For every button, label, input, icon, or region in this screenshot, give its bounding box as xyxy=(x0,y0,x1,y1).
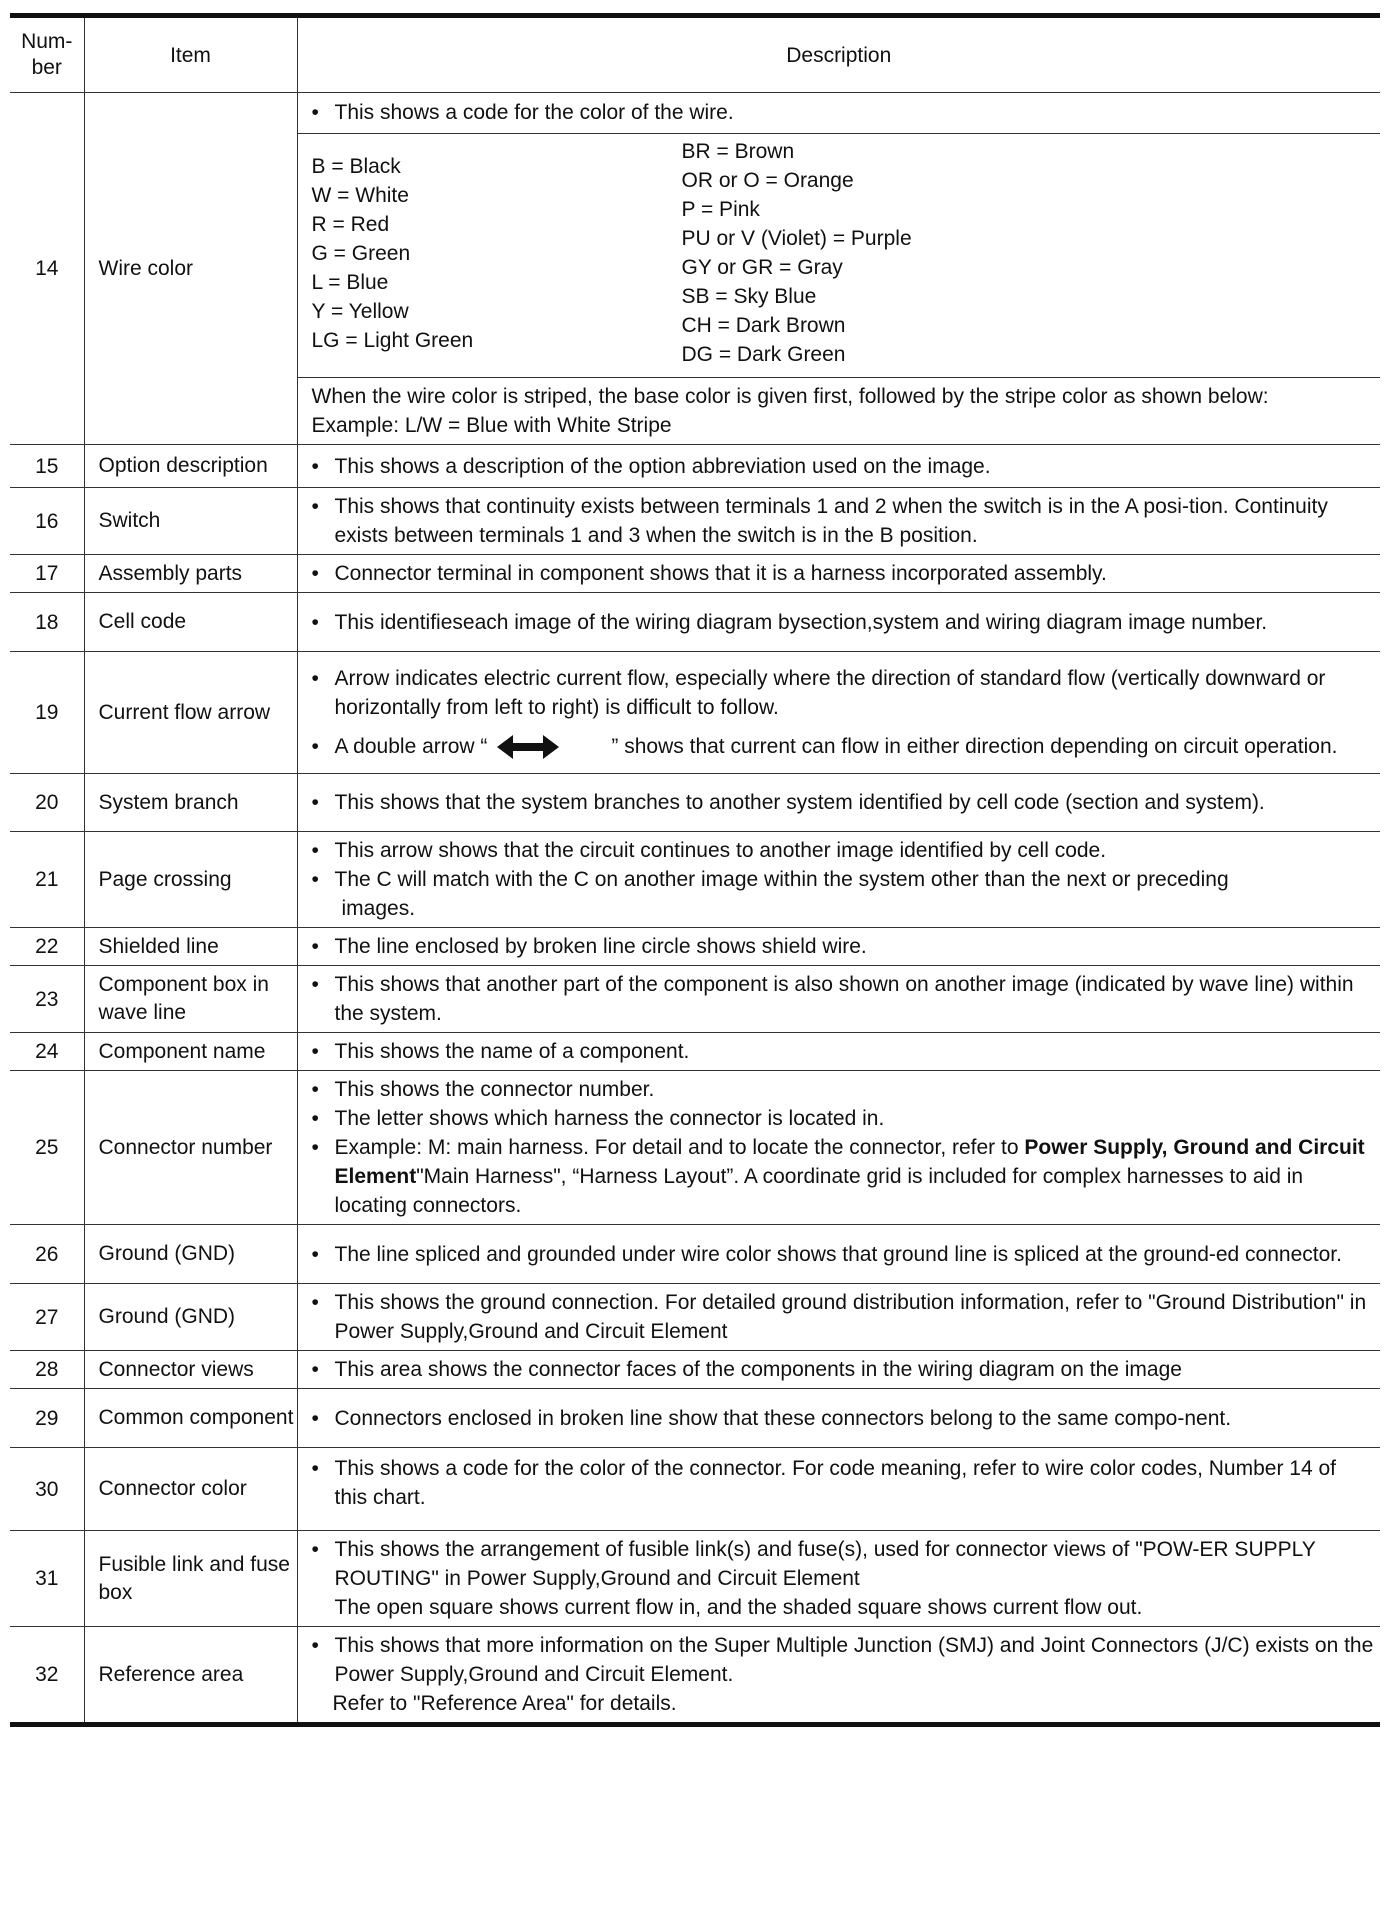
table-row xyxy=(10,1531,1380,1627)
striped-wire-example: Example: L/W = Blue with White Stripe xyxy=(311,414,672,437)
wiring-diagram-legend-page xyxy=(10,13,1380,1727)
color-code: CH = Dark Brown xyxy=(681,314,846,337)
row-number: 32 xyxy=(10,1627,84,1725)
double-arrow-icon xyxy=(497,734,559,760)
row-item: Ground (GND) xyxy=(84,1284,297,1351)
row-description: • Connector terminal in component shows that it is a harness incorporated assembly. xyxy=(297,555,1380,593)
row-description: • This shows that continuity exists between terminals 1 and 2 when the switch is in the A posi-tion. Continuity exists between terminals 1 and 3 when the switch is in the B position. xyxy=(297,488,1380,555)
table-row xyxy=(10,774,1380,832)
table-row xyxy=(10,1284,1380,1351)
table-row xyxy=(10,1448,1380,1531)
row-item: Component box in wave line xyxy=(84,966,297,1033)
table-row xyxy=(10,488,1380,555)
row-number: 16 xyxy=(10,488,84,555)
row-number: 31 xyxy=(10,1531,84,1627)
row-item: Wire color xyxy=(84,93,297,445)
row-description: • This shows the ground connection. For detailed ground distribution information, refer to "Ground Distribution" in Power Supply,Ground and Circuit Element xyxy=(297,1284,1380,1351)
row-item: Fusible link and fuse box xyxy=(84,1531,297,1627)
wire-color-description xyxy=(297,93,1380,445)
row-item: Reference area xyxy=(84,1627,297,1725)
table-row xyxy=(10,1351,1380,1389)
row-item: Shielded line xyxy=(84,928,297,966)
row-item: Page crossing xyxy=(84,832,297,928)
color-code: W = White xyxy=(311,184,409,207)
row-number: 30 xyxy=(10,1448,84,1531)
row-description: • This shows that the system branches to another system identified by cell code (section and system). xyxy=(297,774,1380,832)
legend-table xyxy=(10,13,1380,1727)
row-item: Component name xyxy=(84,1033,297,1071)
row-item: Switch xyxy=(84,488,297,555)
striped-wire-note: When the wire color is striped, the base color is given first, followed by the stripe color as shown below: Example: L/W = Blue with White Stripe xyxy=(298,378,1381,444)
row-description: • This shows that another part of the component is also shown on another image (indicated by wave line) within the system. xyxy=(297,966,1380,1033)
color-code: DG = Dark Green xyxy=(681,343,846,366)
table-row xyxy=(10,445,1380,488)
color-code: PU or V (Violet) = Purple xyxy=(681,227,912,250)
row-description: • This area shows the connector faces of the components in the wiring diagram on the image xyxy=(297,1351,1380,1389)
row-description: • This shows the arrangement of fusible link(s) and fuse(s), used for connector views of "POW-ER SUPPLY ROUTING" in Power Supply,Ground and Circuit Element The open square shows current flow in, and the shaded square shows current flow out. xyxy=(297,1531,1380,1627)
table-row xyxy=(10,966,1380,1033)
row-number: 25 xyxy=(10,1071,84,1225)
color-code: LG = Light Green xyxy=(311,329,474,352)
row-description: • This shows the connector number. • The letter shows which harness the connector is located in. • Example: M: main harness. For detail and to locate the connector, refer to Power Supply, Ground and Circuit Element"Main Harness", “Harness Layout”. A coordinate grid is included for complex harnesses to aid in locating connectors. xyxy=(297,1071,1380,1225)
row-number: 19 xyxy=(10,652,84,774)
color-code: B = Black xyxy=(311,155,401,178)
header-number: Num- ber xyxy=(10,16,84,93)
row-item: Option description xyxy=(84,445,297,488)
row-number: 23 xyxy=(10,966,84,1033)
row-item: Common component xyxy=(84,1389,297,1448)
row-number: 26 xyxy=(10,1225,84,1284)
table-row xyxy=(10,1627,1380,1725)
row-description: • This identifieseach image of the wiring diagram bysection,system and wiring diagram image number. xyxy=(297,593,1380,652)
row-item: Connector color xyxy=(84,1448,297,1531)
wire-color-intro: • This shows a code for the color of the wire. xyxy=(312,98,1375,127)
table-row xyxy=(10,1389,1380,1448)
row-item: Connector number xyxy=(84,1071,297,1225)
table-row xyxy=(10,928,1380,966)
wire-color-codes-left xyxy=(312,134,682,377)
row-item: Current flow arrow xyxy=(84,652,297,774)
wire-color-code-list xyxy=(298,134,1381,378)
row-number: 20 xyxy=(10,774,84,832)
row-number: 28 xyxy=(10,1351,84,1389)
row-number: 27 xyxy=(10,1284,84,1351)
color-code: OR or O = Orange xyxy=(681,169,854,192)
table-row xyxy=(10,1225,1380,1284)
row-item: System branch xyxy=(84,774,297,832)
row-description: • This shows that more information on the Super Multiple Junction (SMJ) and Joint Connectors (J/C) exists on the Power Supply,Ground and Circuit Element. Refer to "Reference Area" for details. xyxy=(297,1627,1380,1725)
row-description: • This shows a code for the color of the connector. For code meaning, refer to wire color codes, Number 14 of this chart. xyxy=(297,1448,1380,1531)
row-item: Ground (GND) xyxy=(84,1225,297,1284)
row-item: Connector views xyxy=(84,1351,297,1389)
row-number: 24 xyxy=(10,1033,84,1071)
row-number: 29 xyxy=(10,1389,84,1448)
row-number: 22 xyxy=(10,928,84,966)
color-code: Y = Yellow xyxy=(311,300,409,323)
row-item: Cell code xyxy=(84,593,297,652)
row-description: • Connectors enclosed in broken line show that these connectors belong to the same compo-nent. xyxy=(297,1389,1380,1448)
wire-color-codes-right xyxy=(682,134,912,377)
row-number: 17 xyxy=(10,555,84,593)
row-number: 14 xyxy=(10,93,84,445)
color-code: L = Blue xyxy=(311,271,389,294)
color-code: R = Red xyxy=(311,213,390,236)
row-description: • This shows a description of the option abbreviation used on the image. xyxy=(297,445,1380,488)
table-row xyxy=(10,1033,1380,1071)
table-row xyxy=(10,652,1380,774)
table-row xyxy=(10,555,1380,593)
color-code: GY or GR = Gray xyxy=(681,256,843,279)
row-description: • The line spliced and grounded under wire color shows that ground line is spliced at the ground-ed connector. xyxy=(297,1225,1380,1284)
header-item: Item xyxy=(84,16,297,93)
table-row xyxy=(10,1071,1380,1225)
header-description: Description xyxy=(297,16,1380,93)
color-code: G = Green xyxy=(311,242,411,265)
color-code: BR = Brown xyxy=(681,140,795,163)
table-row xyxy=(10,832,1380,928)
color-code: SB = Sky Blue xyxy=(681,285,817,308)
row-description: • This arrow shows that the circuit continues to another image identified by cell code. • The C will match with the C on another image within the system other than the next or preceding images. xyxy=(297,832,1380,928)
row-number: 15 xyxy=(10,445,84,488)
color-code: P = Pink xyxy=(681,198,760,221)
row-description: • This shows the name of a component. xyxy=(297,1033,1380,1071)
row-item: Assembly parts xyxy=(84,555,297,593)
table-row xyxy=(10,93,1380,445)
row-description: • The line enclosed by broken line circle shows shield wire. xyxy=(297,928,1380,966)
table-row xyxy=(10,593,1380,652)
row-description: • Arrow indicates electric current flow, especially where the direction of standard flow (vertically downward or horizontally from left to right) is difficult to follow. • A double arrow “ ” shows that current can flow in either direction depending on circuit operation. xyxy=(297,652,1380,774)
row-number: 21 xyxy=(10,832,84,928)
header-row xyxy=(10,16,1380,93)
row-number: 18 xyxy=(10,593,84,652)
